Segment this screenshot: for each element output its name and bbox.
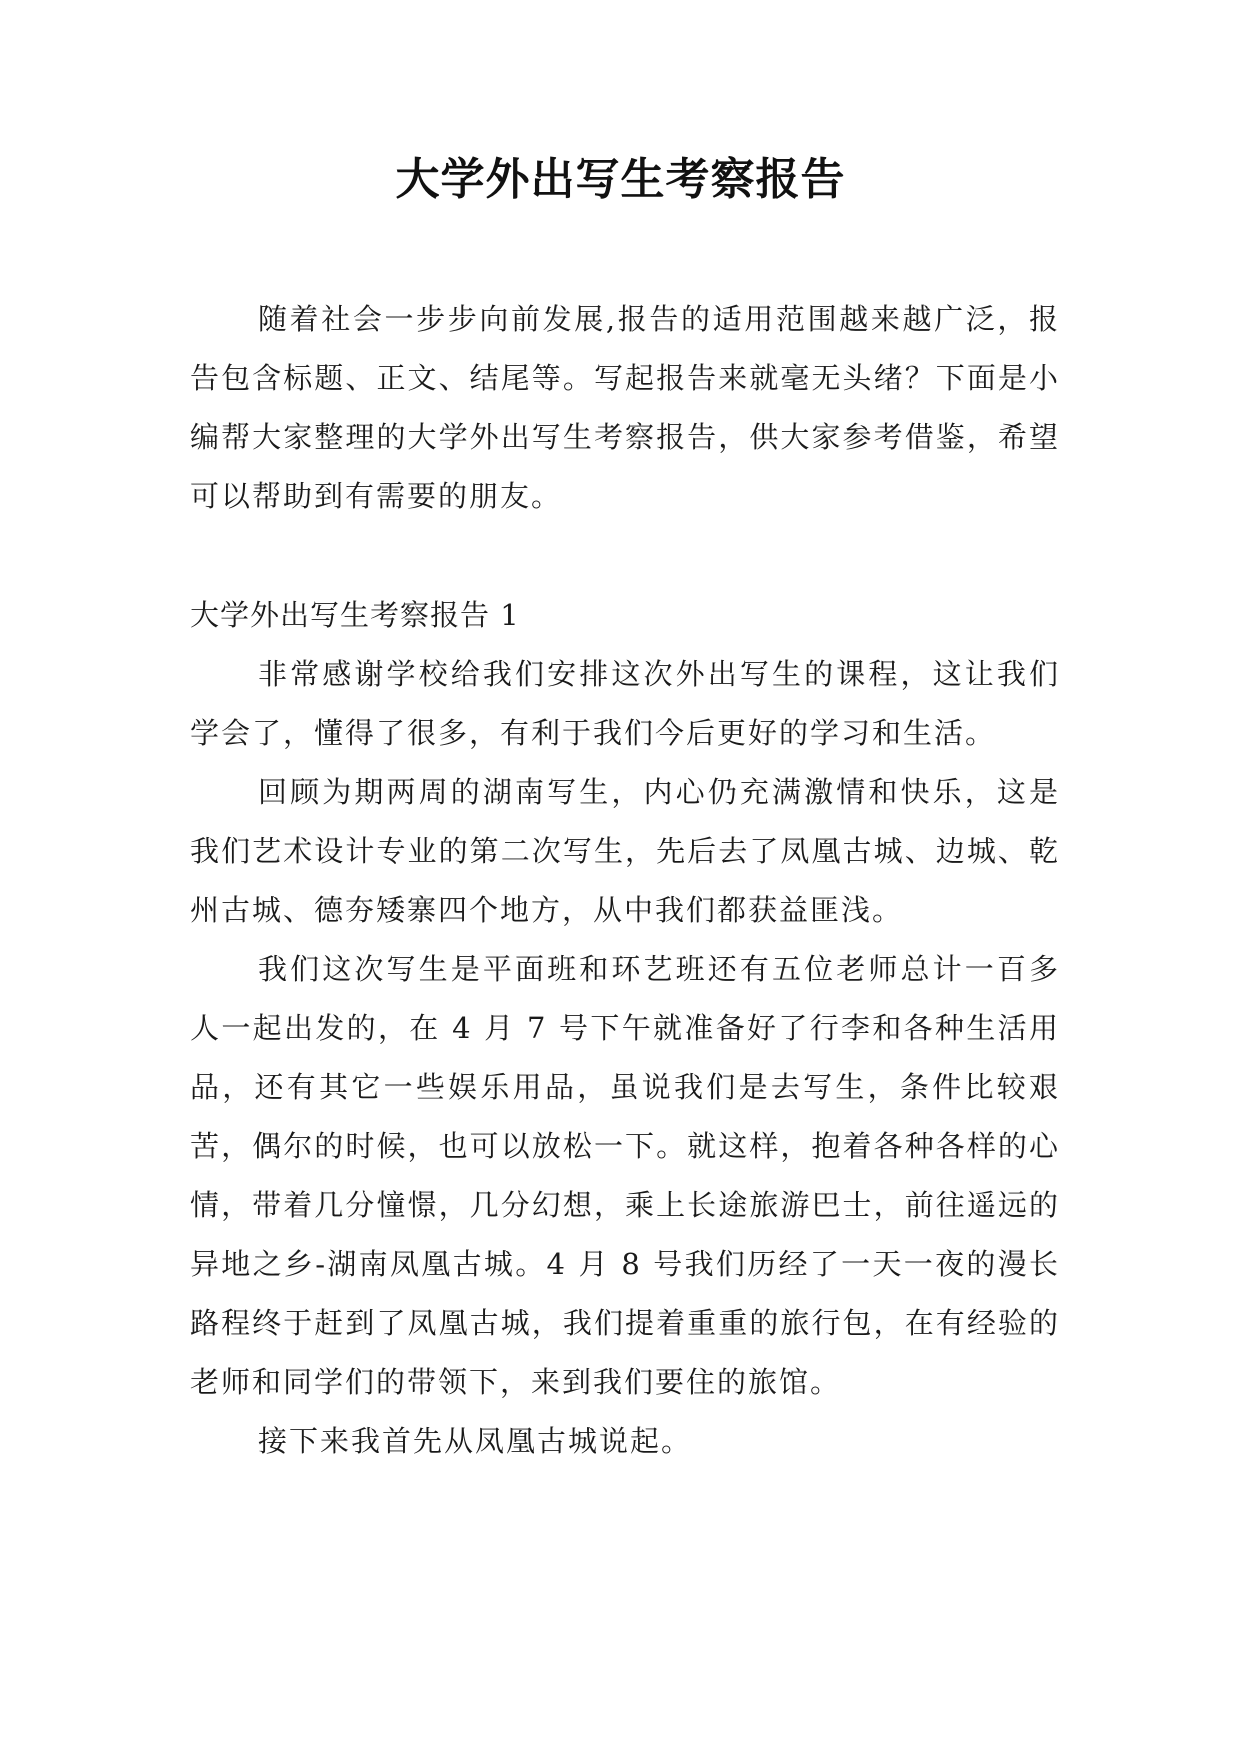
body-paragraph-4: 接下来我首先从凤凰古城说起。 bbox=[258, 1424, 693, 1458]
body-paragraph-1: 非常感谢学校给我们安排这次外出写生的课程，这让我们 学会了，懂得了很多，有利于我们今后更好的学习和生活。 bbox=[190, 657, 1060, 750]
section-heading: 大学外出写生考察报告 1 bbox=[190, 598, 520, 632]
document-title: 大学外出写生考察报告 bbox=[395, 154, 846, 205]
document-body bbox=[190, 290, 1060, 1471]
intro-paragraph: 随着社会一步步向前发展,报告的适用范围越来越广泛，报告包含标题、正文、结尾等。写起报告来就毫无头绪？下面是小编帮大家整理的大学外出写生考察报告，供大家参考借鉴，希望可以帮助到有需要的朋友。 bbox=[190, 302, 1060, 513]
body-paragraph-3: 我们这次写生是平面班和环艺班还有五位老师总计一百多人一起出发的，在 4 月 7 号下午就准备好了行李和各种生活用品，还有其它一些娱乐用品，虽说我们是去写生，条件比较艰苦，偶尔的时候，也可以放松一下。就这样，抱着各种各样的心情，带着几分憧憬，几分幻想，乘上长途旅游巴士，前往遥远的异地之乡-湖南凤凰古城。4 月 8 号我们历经了一天一夜的漫长路程终于赶到了凤凰古城，我们提着重重的旅行包，在有经验的老师和同学们的带领下，来到我们要住的旅馆。 bbox=[190, 952, 1060, 1399]
body-paragraph-2: 回顾为期两周的湖南写生，内心仍充满激情和快乐，这是我们艺术设计专业的第二次写生，先后去了凤凰古城、边城、乾州古城、德夯矮寨四个地方，从中我们都获益匪浅。 bbox=[190, 775, 1060, 927]
